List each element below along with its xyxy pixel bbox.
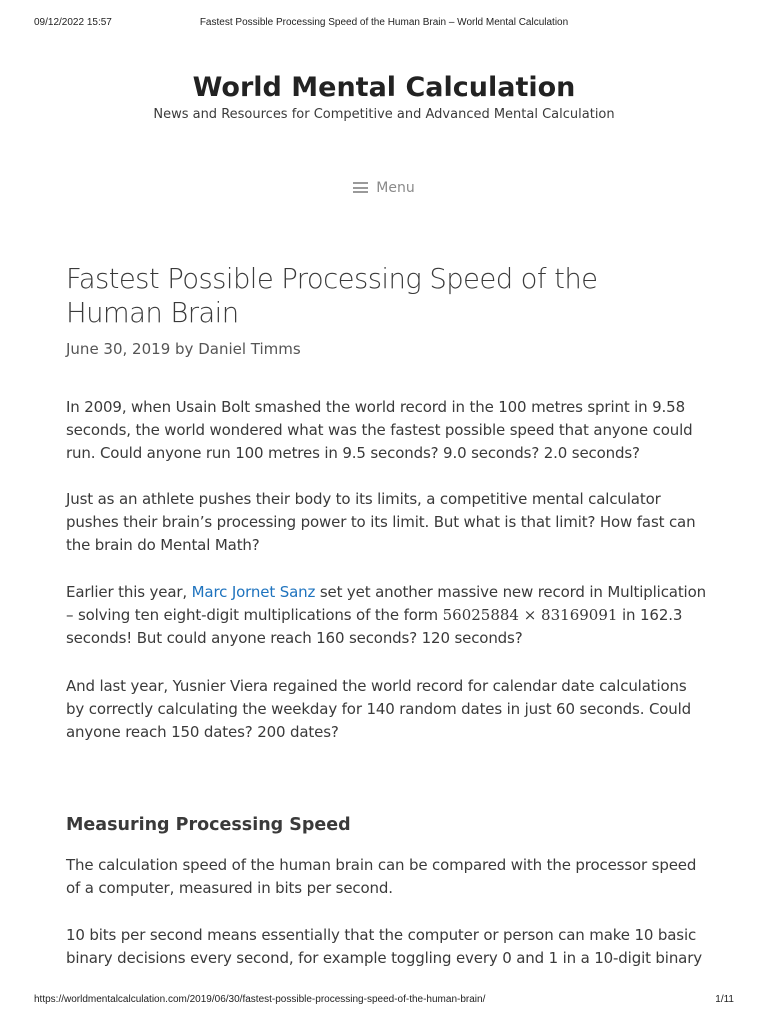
print-datetime: 09/12/2022 15:57 [34, 17, 112, 28]
multiplication-formula: 56025884 × 83169091 [442, 606, 618, 625]
site-title[interactable]: World Mental Calculation [192, 72, 576, 103]
hamburger-icon [353, 182, 368, 193]
print-doc-title: Fastest Possible Processing Speed of the Human Brain – World Mental Calculation [199, 17, 569, 28]
print-footer [0, 994, 768, 1008]
print-url: https://worldmentalcalculation.com/2019/06/30/fastest-possible-processing-speed-of-the-human-brain/ [34, 994, 486, 1005]
byline-by: by [175, 340, 194, 358]
entry-meta [66, 340, 301, 358]
menu-label: Menu [376, 180, 415, 196]
print-page-number: 1/11 [715, 994, 734, 1005]
paragraph-3-text-b: set yet another massive new record in Multiplication – solving ten eight-digit multiplications of the form [66, 583, 706, 625]
paragraph-5: The calculation speed of the human brain can be compared with the processor speed of a computer, measured in bits per second. [66, 856, 697, 898]
paragraph-3-text-a: Earlier this year, [66, 583, 192, 601]
post-date[interactable]: June 30, 2019 [66, 340, 171, 358]
paragraph-3 [66, 581, 706, 651]
print-header [0, 17, 768, 31]
menu-toggle-button[interactable] [0, 180, 768, 196]
paragraph-6: 10 bits per second means essentially that the computer or person can make 10 basic binary decisions every second, for example toggling every 0 and 1 in a 10-digit binary [66, 926, 702, 968]
paragraph-3-text-c: in 162.3 seconds! But could anyone reach 160 seconds? 120 seconds? [66, 606, 683, 648]
article-title: Fastest Possible Processing Speed of the Human Brain [66, 263, 598, 329]
section-heading: Measuring Processing Speed [66, 815, 351, 835]
paragraph-2: Just as an athlete pushes their body to its limits, a competitive mental calculator pushes their brain’s processing power to its limit. But what is that limit? How fast can the brain do Mental Math? [66, 490, 696, 555]
paragraph-4: And last year, Yusnier Viera regained the world record for calendar date calculations by correctly calculating the weekday for 140 random dates in just 60 seconds. Could anyone reach 150 dates? 200 dates? [66, 677, 692, 742]
paragraph-1: In 2009, when Usain Bolt smashed the world record in the 100 metres sprint in 9.58 seconds, the world wondered what was the fastest possible speed that anyone could run. Could anyone run 100 metres in 9.5 seconds? 9.0 seconds? 2.0 seconds? [66, 398, 693, 463]
marc-jornet-sanz-link[interactable]: Marc Jornet Sanz [191, 583, 316, 601]
post-author[interactable]: Daniel Timms [198, 340, 301, 358]
site-description: News and Resources for Competitive and Advanced Mental Calculation [153, 107, 615, 122]
